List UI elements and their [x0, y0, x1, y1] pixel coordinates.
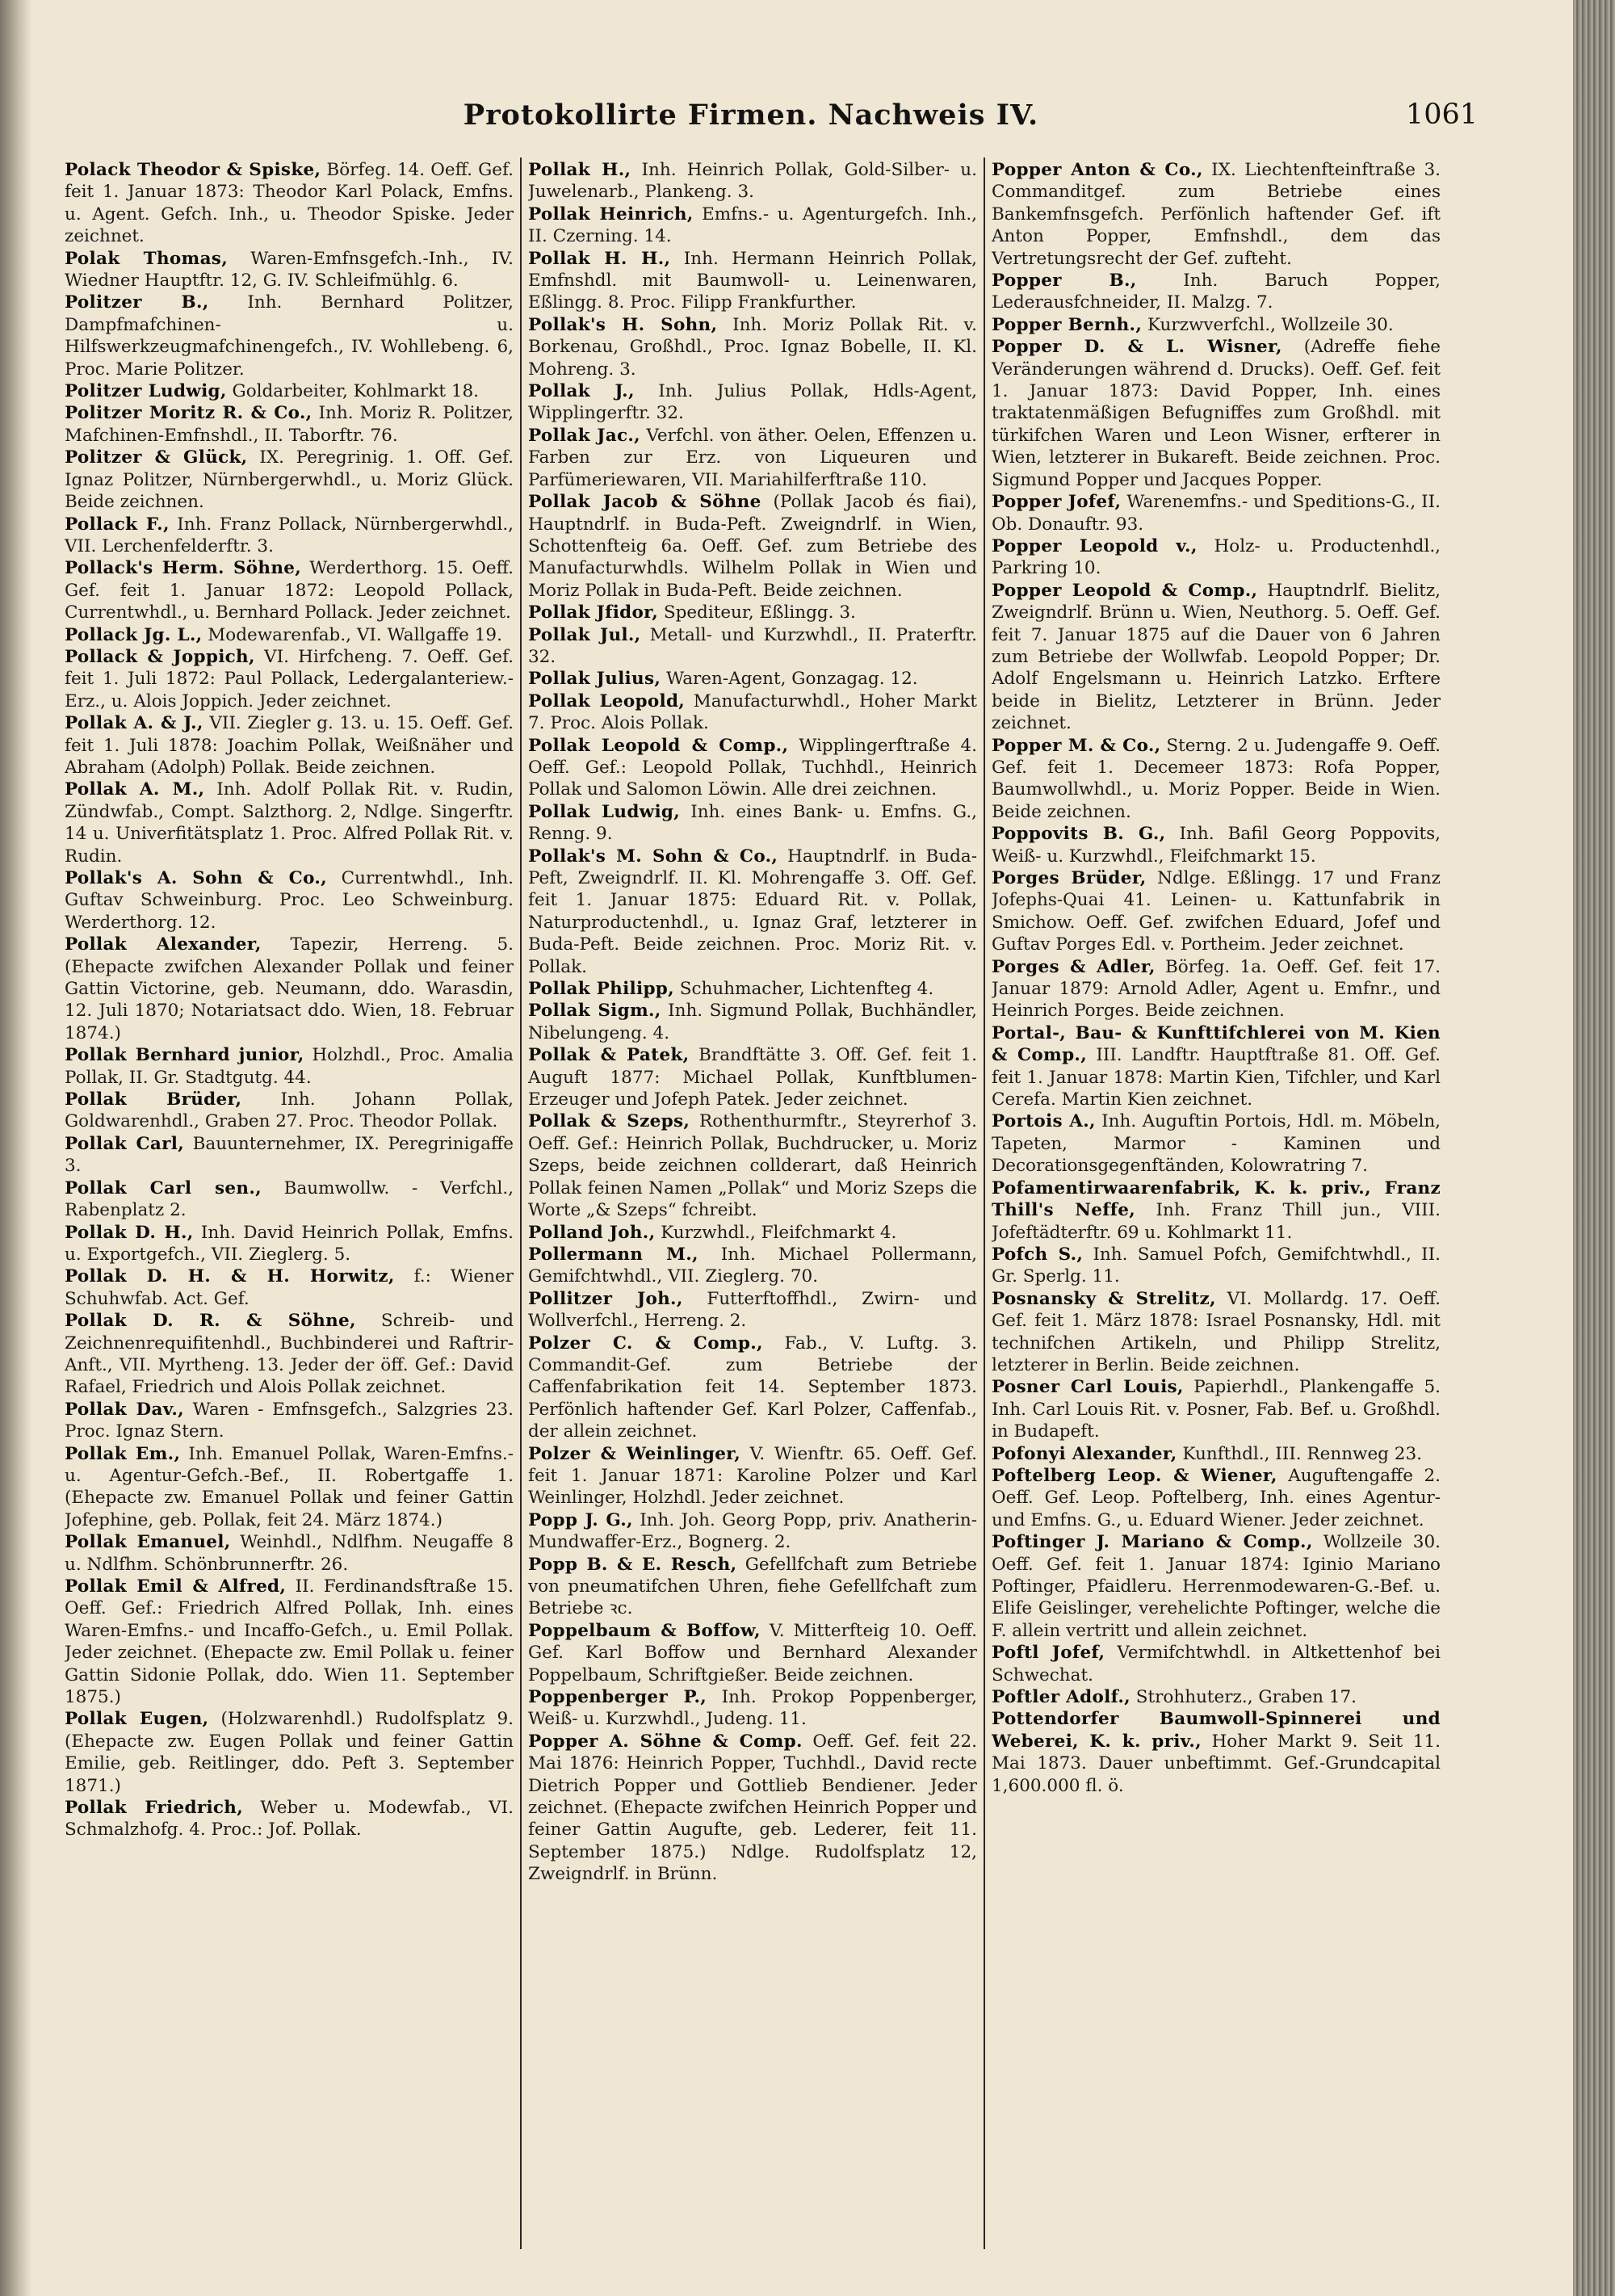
entry-details: (Pollak Jacob és fiai), Hauptndrlf. in Buda-Peft. Zweigndrlf. in Wien, Schottenfteig 6a. Oeff. Gef. zum Betriebe des Manufacturwhdls. Wilhelm Pollak in Wien und Moriz Pollak in Buda-Peft. Beide zeichnen.	[528, 492, 977, 601]
directory-entry	[65, 1310, 514, 1399]
firm-name: Politzer B.,	[65, 292, 209, 313]
directory-entry	[992, 270, 1441, 314]
column-divider	[984, 157, 985, 2249]
firm-name: Poppenberger P.,	[528, 1687, 707, 1708]
entry-details: Inh. Franz Pollack, Nürnbergerwhdl., VII. Lerchenfelderftr. 3.	[65, 514, 514, 556]
firm-name: Pollitzer Joh.,	[528, 1288, 683, 1309]
firm-name: Pollack's Herm. Söhne,	[65, 558, 302, 579]
entry-details: Strohhuterz., Graben 17.	[1130, 1687, 1357, 1708]
text-column-3	[992, 159, 1441, 2263]
directory-entry	[65, 1222, 514, 1266]
firm-name: Pollack Jg. L.,	[65, 624, 203, 645]
firm-name: Pollak Carl sen.,	[65, 1177, 262, 1198]
entry-details: Wollzeile 30. Oeff. Gef. feit 1. Januar 1874: Iginio Mariano Poftinger, Pfaidleru. Herrenmodewaren-G.-Bef. u. Elife Geislinger, verehelichte Poftinger, welche die F. allein vertritt und allein zeichnet.	[992, 1532, 1441, 1641]
entry-details: Inh. eines Bank- u. Emfns. G., Renng. 9.	[528, 801, 977, 845]
directory-entry	[992, 491, 1441, 535]
firm-name: Pollak Friedrich,	[65, 1798, 244, 1819]
directory-entry	[65, 1399, 514, 1443]
entry-details: Inh. Heinrich Pollak, Gold-Silber- u. Juwelenarb., Plankeng. 3.	[528, 160, 977, 203]
firm-name: Pollak Brüder,	[65, 1089, 242, 1110]
entry-details: VI. Mollardg. 17. Oeff. Gef. feit 1. März 1878: Israel Posnansky, Hdl. mit technifchen Artikeln, und Philipp Strelitz, letzterer in Berlin. Beide zeichnen.	[992, 1288, 1441, 1375]
entry-details: Inh. Prokop Poppenberger, Weiß- u. Kurzwhdl., Judeng. 11.	[528, 1687, 977, 1730]
firm-name: Poftl Jofef,	[992, 1643, 1105, 1664]
entry-details: Inh. Bernhard Politzer, Dampfmafchinen- u. Hilfswerkzeugmafchinengefch., IV. Wohllebeng. 6, Proc. Marie Politzer.	[65, 292, 514, 380]
entry-details: Inh. Moriz R. Politzer, Mafchinen-Emfnshdl., II. Taborftr. 76.	[65, 403, 514, 446]
firm-name: Polzer & Weinlinger,	[528, 1443, 741, 1464]
entry-details: Verfchl. von äther. Oelen, Effenzen u. Farben zur Erz. von Liqueuren und Parfümeriewaren, VII. Mariahilferftraße 110.	[528, 425, 977, 490]
firm-name: Popper Leopold & Comp.,	[992, 580, 1258, 601]
directory-entry	[65, 1133, 514, 1177]
directory-entry	[65, 1177, 514, 1222]
firm-name: Politzer Ludwig,	[65, 381, 227, 402]
directory-entry	[528, 1620, 977, 1686]
firm-name: Pollak A. M.,	[65, 779, 205, 800]
firm-name: Pofonyi Alexander,	[992, 1443, 1177, 1464]
entry-details: Inh. Johann Pollak, Goldwarenhdl., Graben 27. Proc. Theodor Pollak.	[65, 1089, 514, 1132]
entry-details: Fab., V. Luftg. 3. Commandit-Gef. zum Betriebe der Caffenfabrikation feit 14. September 1873. Perfönlich haftender Gef. Karl Polzer, Caffenfab., der allein zeichnet.	[528, 1333, 977, 1442]
entry-details: Bauunternehmer, IX. Peregrinigaffe 3.	[65, 1133, 514, 1177]
directory-entry	[65, 514, 514, 558]
entry-details: Inh. Adolf Pollak Rit. v. Rudin, Zündwfab., Compt. Salzthorg. 2, Ndlge. Singerftr. 14 u. Univerfitätsplatz 1. Proc. Alfred Pollak Rit. v. Rudin.	[65, 779, 514, 867]
directory-entry	[992, 1022, 1441, 1111]
directory-entry	[992, 1376, 1441, 1442]
entry-details: Holzhdl., Proc. Amalia Pollak, II. Gr. Stadtgutg. 44.	[65, 1045, 514, 1088]
firm-name: Popper A. Söhne & Comp.	[528, 1731, 803, 1752]
entry-details: Spediteur, Eßlingg. 3.	[658, 602, 856, 623]
directory-entry	[992, 1288, 1441, 1377]
entry-details: Inh. Franz Thill jun., VIII. Jofeftädterftr. 69 u. Kohlmarkt 11.	[992, 1200, 1441, 1243]
directory-entry	[528, 624, 977, 669]
directory-entry	[65, 1531, 514, 1576]
entry-details: Oeff. Gef. feit 22. Mai 1876: Heinrich Popper, Tuchhdl., David recte Dietrich Popper und Gottlieb Bendiener. Jeder zeichnet. (Ehepacte zwifchen Heinrich Popper und feiner Gattin Augufte, geb. Lederer, feit 11. September 1875.) Ndlge. Rudolfsplatz 12, Zweigndrlf. in Brünn.	[528, 1731, 977, 1885]
directory-entry	[992, 314, 1441, 336]
directory-entry	[528, 159, 977, 204]
firm-name: Pottendorfer Baumwoll-Spinnerei und Weberei, K. k. priv.,	[992, 1709, 1441, 1752]
directory-entry	[528, 978, 977, 1000]
entry-details: V. Mitterfteig 10. Oeff. Gef. Karl Boffow und Bernhard Alexander Poppelbaum, Schriftgießer. Beide zeichnen.	[528, 1620, 977, 1685]
entry-details: Wipplingerftraße 4. Oeff. Gef.: Leopold Pollak, Tuchhdl., Heinrich Pollak und Salomon Löwin. Alle drei zeichnen.	[528, 735, 977, 800]
directory-entry	[528, 846, 977, 978]
firm-name: Pollak Alexander,	[65, 934, 262, 955]
entry-details: Emfns.- u. Agenturgefch. Inh., II. Czerning. 14.	[528, 204, 977, 247]
entry-details: Papierhdl., Plankengaffe 5. Inh. Carl Louis Rit. v. Posner, Fab. Bef. u. Großhdl. in Budapeft.	[992, 1377, 1441, 1442]
firm-name: Popper Anton & Co.,	[992, 160, 1203, 180]
directory-entry	[992, 159, 1441, 270]
entry-details: Inh. Bafil Georg Poppovits, Weiß- u. Kurzwhdl., Fleifchmarkt 15.	[992, 824, 1441, 867]
firm-name: Pollack & Joppich,	[65, 646, 255, 667]
entry-details: Manufacturwhdl., Hoher Markt 7. Proc. Alois Pollak.	[528, 690, 977, 734]
firm-name: Polzer C. & Comp.,	[528, 1333, 763, 1354]
directory-entry	[65, 1443, 514, 1532]
entry-details: Warenemfns.- und Speditions-G., II. Ob. Donauftr. 93.	[992, 492, 1441, 535]
directory-entry	[528, 668, 977, 690]
directory-entry	[65, 447, 514, 513]
entry-details: Schuhmacher, Lichtenfteg 4.	[673, 979, 934, 1000]
directory-entry	[65, 557, 514, 623]
directory-entry	[992, 1177, 1441, 1244]
entry-details: Hauptndrlf. in Buda-Peft, Zweigndrlf. II. Kl. Mohrengaffe 3. Off. Gef. feit 1. Januar 1875: Eduard Rit. v. Pollak, Naturproductenhdl., u. Ignaz Graf, letzterer in Buda-Peft. Beide zeichnen. Proc. Moriz Rit. v. Pollak.	[528, 846, 977, 977]
directory-entry	[528, 801, 977, 846]
directory-entry	[992, 535, 1441, 580]
entry-details: Börfeg. 14. Oeff. Gef. feit 1. Januar 1873: Theodor Karl Polack, Emfns. u. Agent. Gefch. Inh., u. Theodor Spiske. Jeder zeichnet.	[65, 160, 514, 247]
entry-details: Inh. Baruch Popper, Lederausfchneider, II. Malzg. 7.	[992, 271, 1441, 313]
entry-details: Auguftengaffe 2. Oeff. Gef. Leop. Poftelberg, Inh. eines Agentur- und Emfns. G., u. Eduard Wiener. Jeder zeichnet.	[992, 1465, 1441, 1530]
entry-details: Hoher Markt 9. Seit 11. Mai 1873. Dauer unbeftimmt. Gef.-Grundcapital 1,600.000 fl. ö.	[992, 1731, 1441, 1796]
firm-name: Pollak Bernhard junior,	[65, 1045, 304, 1066]
firm-name: Popper Jofef,	[992, 492, 1122, 513]
firm-name: Pollak Emil & Alfred,	[65, 1576, 287, 1597]
firm-name: Porges Brüder,	[992, 868, 1147, 888]
directory-entry	[992, 1465, 1441, 1531]
directory-entry	[528, 1554, 977, 1620]
firm-name: Pofamentirwaarenfabrik, K. k. priv., Franz Thill's Neffe,	[992, 1177, 1441, 1221]
entry-details: Hauptndrlf. Bielitz, Zweigndrlf. Brünn u. Wien, Neuthorg. 5. Oeff. Gef. feit 7. Januar 1875 auf die Dauer von 6 Jahren zum Betriebe der Wollwfab. Leopold Popper; Dr. Adolf Engelsmann u. Heinrich Latzko. Erftere beide in Bielitz, Letzterer in Brünn. Jeder zeichnet.	[992, 580, 1441, 734]
entry-details: IX. Liechtenfteinftraße 3. Commanditgef. zum Betriebe eines Bankemfnsgefch. Perfönlich haftender Gef. ift Anton Popper, Emfnshdl., dem das Vertretungsrecht der Gef. zufteht.	[992, 160, 1441, 269]
firm-name: Poppovits B. G.,	[992, 824, 1166, 845]
entry-details: Inh. Auguftin Portois, Hdl. m. Möbeln, Tapeten, Marmor - Kaminen und Decorationsgegenftänden, Kolowratring 7.	[992, 1111, 1441, 1177]
firm-name: Polak Thomas,	[65, 248, 228, 269]
directory-entry	[65, 159, 514, 248]
directory-entry	[992, 1110, 1441, 1177]
firm-name: Polack Theodor & Spiske,	[65, 160, 321, 180]
directory-entry	[528, 425, 977, 491]
directory-entry	[528, 380, 977, 425]
directory-entry	[528, 1044, 977, 1110]
directory-entry	[528, 204, 977, 248]
firm-name: Popp B. & E. Resch,	[528, 1554, 737, 1575]
firm-name: Pollak D. R. & Söhne,	[65, 1311, 356, 1332]
entry-details: Inh. Sigmund Pollak, Buchhändler, Nibelungeng. 4.	[528, 1001, 977, 1043]
firm-name: Portois A.,	[992, 1111, 1096, 1132]
directory-entry	[528, 491, 977, 602]
directory-entry	[528, 1110, 977, 1221]
entry-details: Inh. Julius Pollak, Hdls-Agent, Wipplingerftr. 32.	[528, 381, 977, 424]
directory-entry	[65, 380, 514, 402]
entry-details: Waren - Emfnsgefch., Salzgries 23. Proc. Ignaz Stern.	[65, 1399, 514, 1442]
directory-entry	[65, 1576, 514, 1708]
column-divider	[520, 157, 522, 2249]
entry-details: Inh. David Heinrich Pollak, Emfns. u. Exportgefch., VII. Zieglerg. 5.	[65, 1222, 514, 1265]
entry-details: Börfeg. 1a. Oeff. Gef. feit 17. Januar 1879: Arnold Adler, Agent u. Emfnr., und Heinrich Porges. Beide zeichnen.	[992, 956, 1441, 1022]
directory-entry	[528, 1443, 977, 1509]
directory-entry	[528, 735, 977, 801]
firm-name: Pollak Leopold,	[528, 690, 686, 711]
entry-details: Gefellfchaft zum Betriebe von pneumatifchen Uhren, fiehe Gefellfchaft zum Betriebe ꝛc.	[528, 1554, 977, 1619]
directory-entry	[528, 248, 977, 314]
entry-details: Inh. Emanuel Pollak, Waren-Emfns.- u. Agentur-Gefch.-Bef., II. Robertgaffe 1. (Ehepacte zw. Emanuel Pollak und feiner Gattin Jofephine, geb. Pollak, feit 24. März 1874.)	[65, 1443, 514, 1530]
entry-details: Kurzwverfchl., Wollzeile 30.	[1142, 314, 1394, 335]
firm-name: Posnansky & Strelitz,	[992, 1288, 1216, 1309]
directory-entry	[65, 712, 514, 779]
entry-details: Weinhdl., Ndlfhm. Neugaffe 8 u. Ndlfhm. Schönbrunnerftr. 26.	[65, 1532, 514, 1575]
directory-entry	[65, 1708, 514, 1797]
directory-entry	[528, 1509, 977, 1554]
firm-name: Porges & Adler,	[992, 956, 1156, 977]
entry-details: Holz- u. Productenhdl., Parkring 10.	[992, 535, 1441, 579]
directory-entry	[992, 1708, 1441, 1797]
firm-name: Pollak Dav.,	[65, 1399, 184, 1420]
firm-name: Pollak's M. Sohn & Co.,	[528, 846, 778, 867]
directory-entry	[65, 1089, 514, 1133]
directory-entry	[992, 336, 1441, 491]
entry-details: Kurzwhdl., Fleifchmarkt 4.	[655, 1222, 897, 1243]
entry-details: Vermifchtwhdl. in Altkettenhof bei Schwechat.	[992, 1643, 1441, 1685]
entry-details: II. Ferdinandsftraße 15. Oeff. Gef.: Friedrich Alfred Pollak, Inh. eines Waren-Emfns.- und Incaffo-Gefch., u. Emil Pollak. Jeder zeichnet. (Ehepacte zw. Emil Pollak u. feiner Gattin Sidonie Pollak, ddo. Wien 11. September 1875.)	[65, 1576, 514, 1708]
firm-name: Pollak's A. Sohn & Co.,	[65, 868, 327, 888]
directory-entry	[528, 1288, 977, 1333]
directory-entry	[992, 1686, 1441, 1708]
firm-name: Pollak Jul.,	[528, 624, 641, 645]
entry-details: Inh. Samuel Pofch, Gemifchtwhdl., II. Gr. Sperlg. 11.	[992, 1244, 1441, 1287]
entry-details: Futterftoffhdl., Zwirn- und Wollverfchl., Herreng. 2.	[528, 1288, 977, 1332]
entry-details: Werderthorg. 15. Oeff. Gef. feit 1. Januar 1872: Leopold Pollack, Currentwhdl., u. Bernhard Pollack. Jeder zeichnet.	[65, 558, 514, 623]
firm-name: Poftler Adolf.,	[992, 1687, 1130, 1708]
entry-details: Goldarbeiter, Kohlmarkt 18.	[226, 381, 480, 402]
entry-details: Sterng. 2 u. Judengaffe 9. Oeff. Gef. feit 1. Decemeer 1873: Rofa Popper, Baumwollwhdl., u. Moriz Popper. Beide in Wien. Beide zeichnen.	[992, 735, 1441, 822]
directory-entry	[65, 867, 514, 934]
firm-name: Pollak A. & J.,	[65, 713, 203, 734]
firm-name: Pollak Heinrich,	[528, 204, 694, 225]
firm-name: Popper D. & L. Wisner,	[992, 337, 1282, 358]
entry-details: Inh. Hermann Heinrich Pollak, Emfnshdl. mit Baumwoll- u. Leinenwaren, Eßlingg. 8. Proc. Filipp Frankfurther.	[528, 248, 977, 313]
firm-name: Politzer & Glück,	[65, 447, 248, 468]
entry-details: Waren-Agent, Gonzagag. 12.	[661, 669, 918, 690]
directory-entry	[992, 1531, 1441, 1642]
firm-name: Pollak H. H.,	[528, 248, 671, 269]
firm-name: Posner Carl Louis,	[992, 1377, 1184, 1398]
entry-details: V. Wienftr. 65. Oeff. Gef. feit 1. Januar 1871: Karoline Polzer und Karl Weinlinger, Holzhdl. Jeder zeichnet.	[528, 1443, 977, 1509]
directory-entry	[65, 1266, 514, 1310]
directory-entry	[992, 580, 1441, 735]
firm-name: Pofch S.,	[992, 1244, 1084, 1265]
firm-name: Pollak Jfidor,	[528, 602, 658, 623]
firm-name: Poftinger J. Mariano & Comp.,	[992, 1532, 1313, 1553]
firm-name: Pollak Leopold & Comp.,	[528, 735, 789, 756]
entry-details: Rothenthurmftr., Steyrerhof 3. Oeff. Gef.: Heinrich Pollak, Buchdrucker, u. Moriz Szeps, beide zeichnen collderart, daß Heinrich Pollak feinen Namen „Pollak“ und Moriz Szeps die Worte „& Szeps“ fchreibt.	[528, 1111, 977, 1221]
firm-name: Pollak & Patek,	[528, 1045, 690, 1066]
entry-details: f.: Wiener Schuhwfab. Act. Gef.	[65, 1266, 514, 1309]
firm-name: Pollak Jacob & Söhne	[528, 492, 761, 513]
firm-name: Pollak H.,	[528, 160, 631, 180]
firm-name: Popper Leopold v.,	[992, 535, 1198, 556]
firm-name: Politzer Moritz R. & Co.,	[65, 403, 313, 424]
entry-details: VI. Hirfcheng. 7. Oeff. Gef. feit 1. Juli 1872: Paul Pollack, Ledergalanteriew.-Erz., u. Alois Joppich. Jeder zeichnet.	[65, 646, 514, 711]
directory-entry	[65, 1044, 514, 1089]
firm-name: Popper Bernh.,	[992, 314, 1143, 335]
directory-entry	[528, 314, 977, 380]
directory-entry	[65, 402, 514, 447]
entry-details: Ndlge. Eßlingg. 17 und Franz Jofephs-Quai 41. Leinen- u. Kattunfabrik in Smichow. Oeff. Gef. zwifchen Eduard, Jofef und Guftav Porges Edl. v. Portheim. Jeder zeichnet.	[992, 868, 1441, 955]
firm-name: Poppelbaum & Boffow,	[528, 1620, 761, 1641]
firm-name: Pollermann M.,	[528, 1244, 698, 1265]
entry-details: Inh. Joh. Georg Popp, priv. Anatherin-Mundwaffer-Erz., Bognerg. 2.	[528, 1509, 977, 1553]
firm-name: Pollak Jac.,	[528, 425, 640, 446]
entry-details: Inh. Moriz Pollak Rit. v. Borkenau, Großhdl., Proc. Ignaz Bobelle, II. Kl. Mohreng. 3.	[528, 314, 977, 380]
firm-name: Pollack F.,	[65, 514, 170, 535]
page-gutter	[0, 0, 32, 2296]
entry-details: III. Landftr. Hauptftraße 81. Off. Gef. feit 1. Januar 1878: Martin Kien, Tifchler, und Karl Cerefa. Martin Kien zeichnet.	[992, 1045, 1441, 1110]
directory-entry	[992, 735, 1441, 824]
entry-details: (Holzwarenhdl.) Rudolfsplatz 9. (Ehepacte zw. Eugen Pollak und feiner Gattin Emilie, geb. Reitlinger, ddo. Peft 3. September 1871.)	[65, 1709, 514, 1796]
firm-name: Pollak Emanuel,	[65, 1532, 231, 1553]
firm-name: Pollak D. H.,	[65, 1222, 194, 1243]
firm-name: Poftelberg Leop. & Wiener,	[992, 1465, 1277, 1486]
directory-entry	[992, 956, 1441, 1022]
firm-name: Pollak & Szeps,	[528, 1111, 690, 1132]
entry-details: Currentwhdl., Inh. Guftav Schweinburg. Proc. Leo Schweinburg. Werderthorg. 12.	[65, 868, 514, 933]
firm-name: Pollak Sigm.,	[528, 1001, 661, 1022]
firm-name: Pollak's H. Sohn,	[528, 314, 718, 335]
book-page-edges	[1573, 0, 1615, 2296]
directory-entry	[65, 292, 514, 380]
directory-entry	[65, 934, 514, 1044]
directory-entry	[528, 1222, 977, 1244]
firm-name: Pollak Philipp,	[528, 979, 674, 1000]
entry-details: Baumwollw. - Verfchl., Rabenplatz 2.	[65, 1177, 514, 1221]
page-header-title: Protokollirte Firmen. Nachweis IV.	[463, 99, 1039, 132]
entry-details: IX. Peregrinig. 1. Off. Gef. Ignaz Politzer, Nürnbergerwhdl., u. Moriz Glück. Beide zeichnen.	[65, 447, 514, 513]
directory-entry	[992, 867, 1441, 956]
entry-details: Weber u. Modewfab., VI. Schmalzhofg. 4. Proc.: Jof. Pollak.	[65, 1798, 514, 1841]
directory-entry	[528, 1000, 977, 1044]
directory-entry	[65, 779, 514, 867]
entry-details: Brandftätte 3. Off. Gef. feit 1. Auguft 1877: Michael Pollak, Kunftblumen-Erzeuger und Jofeph Patek. Jeder zeichnet.	[528, 1045, 977, 1110]
entry-details: Waren-Emfnsgefch.-Inh., IV. Wiedner Hauptftr. 12, G. IV. Schleifmühlg. 6.	[65, 248, 514, 292]
firm-name: Pollak D. H. & H. Horwitz,	[65, 1266, 395, 1287]
entry-details: Metall- und Kurzwhdl., II. Praterftr. 32.	[528, 624, 977, 667]
directory-entry	[65, 1797, 514, 1841]
directory-entry	[528, 602, 977, 623]
directory-entry	[992, 1642, 1441, 1686]
entry-details: Kunfthdl., III. Rennweg 23.	[1177, 1443, 1422, 1464]
firm-name: Pollak Julius,	[528, 669, 661, 690]
directory-entry	[528, 1686, 977, 1731]
firm-name: Pollak Carl,	[65, 1133, 184, 1154]
entry-details: VII. Ziegler g. 13. u. 15. Oeff. Gef. feit 1. Juli 1878: Joachim Pollak, Weißnäher und Abraham (Adolph) Pollak. Beide zeichnen.	[65, 713, 514, 778]
firm-name: Popper B.,	[992, 271, 1137, 292]
firm-name: Pollak J.,	[528, 381, 635, 402]
firm-name: Popp J. G.,	[528, 1509, 633, 1530]
directory-entry	[992, 1244, 1441, 1288]
directory-entry	[65, 646, 514, 712]
firm-name: Popper M. & Co.,	[992, 735, 1161, 756]
entry-details: Tapezir, Herreng. 5. (Ehepacte zwifchen Alexander Pollak und feiner Gattin Victorine, geb. Neumann, ddo. Warasdin, 12. Juli 1870; Notariatsact ddo. Wien, 18. Februar 1874.)	[65, 934, 514, 1043]
firm-name: Pollak Ludwig,	[528, 801, 681, 822]
firm-name: Portal-, Bau- & Kunfttifchlerei von M. Kien & Comp.,	[992, 1022, 1441, 1066]
directory-entry	[992, 823, 1441, 867]
entry-details: Modewarenfab., VI. Wallgaffe 19.	[202, 624, 502, 645]
text-column-2	[528, 159, 977, 2263]
entry-details: Schreib- und Zeichnenrequifitenhdl., Buchbinderei und Raftrir-Anft., VII. Myrtheng. 13. Jeder der öff. Gef.: David Rafael, Friedrich und Alois Pollak zeichnet.	[65, 1311, 514, 1398]
text-column-1	[65, 159, 514, 2263]
directory-entry	[528, 1333, 977, 1443]
directory-entry	[65, 248, 514, 292]
entry-details: (Adreffe fiehe Veränderungen während d. Drucks). Oeff. Gef. feit 1. Januar 1873: David Popper, Inh. eines traktatenmäßigen Befugniffes zum Großhdl. mit türkifchen Waren und Leon Wisner, erfterer in Wien, letzterer in Bukareft. Beide zeichnen. Proc. Sigmund Popper und Jacques Popper.	[992, 337, 1441, 490]
directory-entry	[65, 624, 514, 646]
firm-name: Pollak Eugen,	[65, 1709, 209, 1730]
entry-details: Inh. Michael Pollermann, Gemifchtwhdl., VII. Zieglerg. 70.	[528, 1244, 977, 1287]
firm-name: Polland Joh.,	[528, 1222, 656, 1243]
page-number: 1061	[1405, 99, 1478, 131]
directory-entry	[992, 1443, 1441, 1465]
directory-entry	[528, 690, 977, 735]
firm-name: Pollak Em.,	[65, 1443, 181, 1464]
directory-entry	[528, 1244, 977, 1288]
directory-entry	[528, 1731, 977, 1886]
